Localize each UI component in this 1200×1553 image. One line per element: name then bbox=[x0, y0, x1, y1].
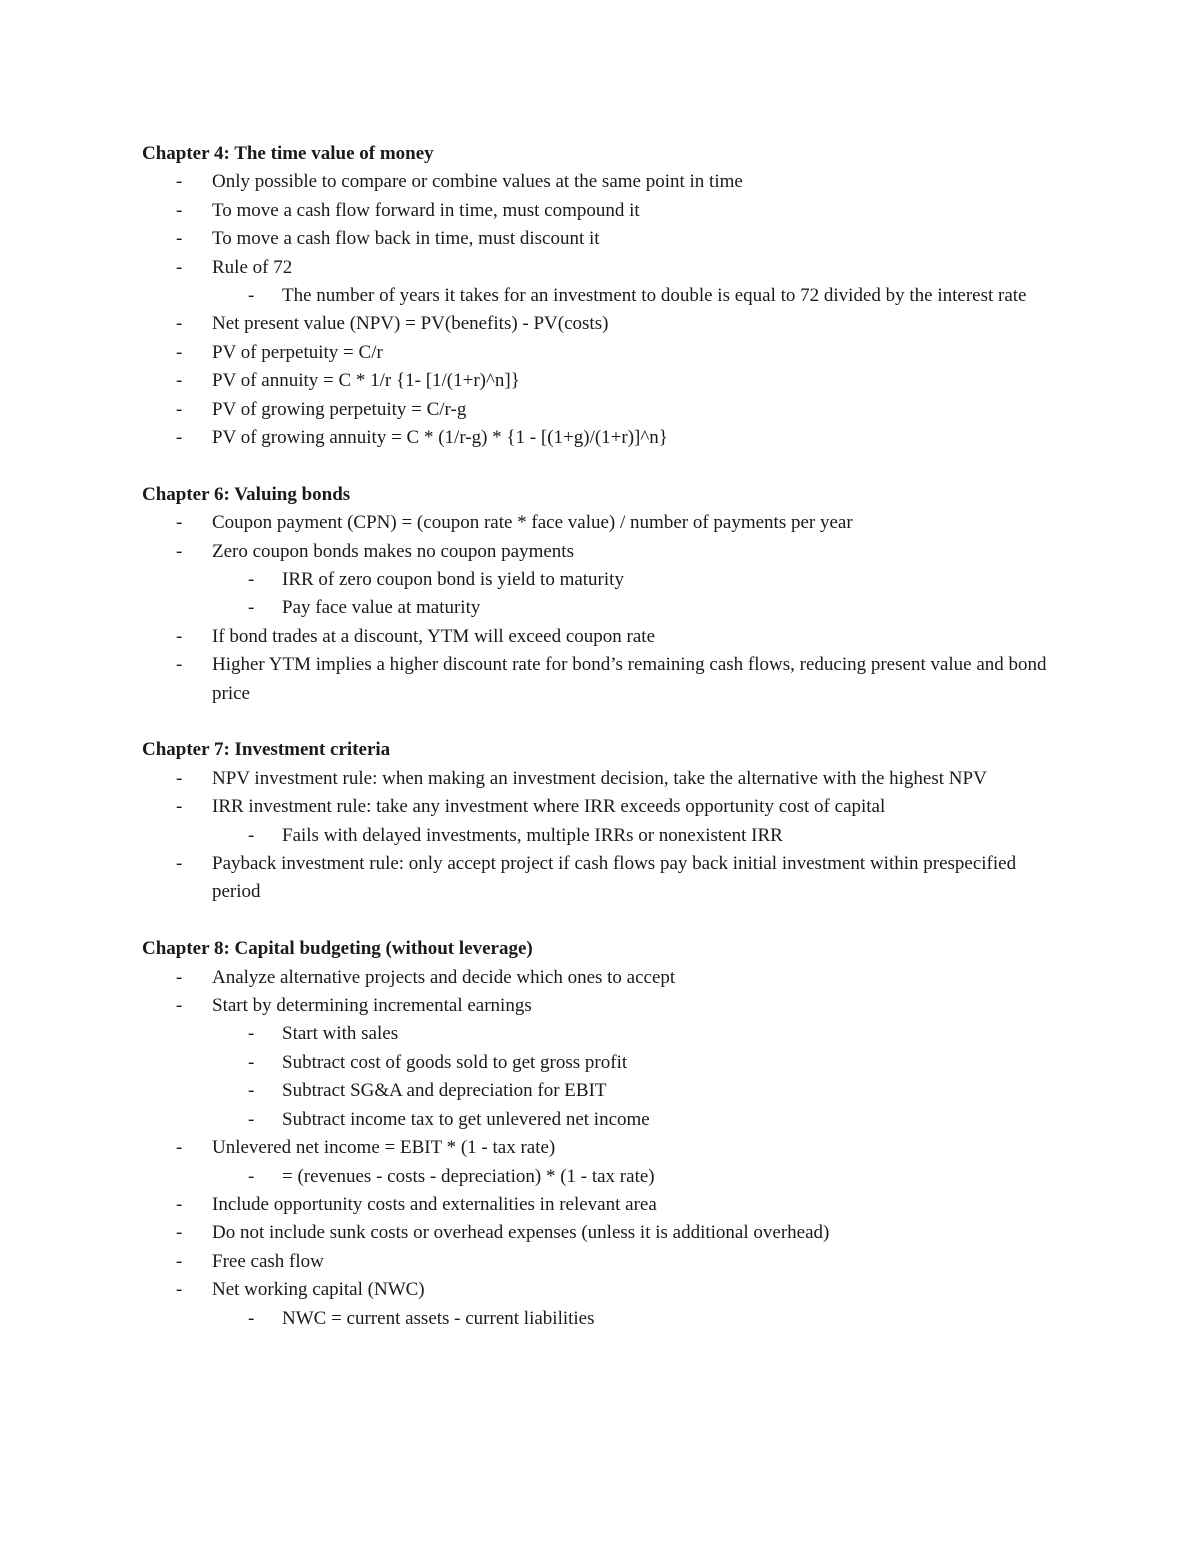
bullet-dash: - bbox=[176, 1250, 183, 1272]
bullet-item bbox=[0, 310, 1200, 338]
bullet-dash: - bbox=[248, 1080, 255, 1102]
bullet-text: Pay face value at maturity bbox=[282, 597, 481, 619]
bullet-text: The number of years it takes for an investment to double is equal to 72 divided by the interest rate bbox=[282, 285, 1027, 307]
bullet-item bbox=[0, 396, 1200, 424]
bullet-text: Net working capital (NWC) bbox=[212, 1279, 425, 1301]
bullet-text: PV of growing annuity = C * (1/r-g) * {1 - [(1+g)/(1+r)]^n} bbox=[212, 427, 668, 449]
bullet-item bbox=[0, 850, 1200, 907]
bullet-text: Net present value (NPV) = PV(benefits) - PV(costs) bbox=[212, 313, 609, 335]
bullet-dash: - bbox=[176, 995, 183, 1017]
bullet-dash: - bbox=[248, 1108, 255, 1130]
bullet-item bbox=[0, 1134, 1200, 1162]
bullet-text: Subtract cost of goods sold to get gross profit bbox=[282, 1051, 628, 1073]
bullet-dash: - bbox=[176, 767, 183, 789]
bullet-text: Zero coupon bonds makes no coupon payments bbox=[212, 540, 574, 562]
bullet-text: Include opportunity costs and externalities in relevant area bbox=[212, 1193, 657, 1215]
bullet-dash: - bbox=[176, 370, 183, 392]
sub-bullet-item bbox=[0, 282, 1200, 310]
sub-bullet-item bbox=[0, 1305, 1200, 1333]
chapter-section bbox=[0, 736, 1200, 906]
bullet-item bbox=[0, 1191, 1200, 1219]
bullet-text: IRR investment rule: take any investment where IRR exceeds opportunity cost of capital bbox=[212, 796, 886, 818]
sub-bullet-item bbox=[0, 1163, 1200, 1191]
bullet-item bbox=[0, 538, 1200, 566]
bullet-item bbox=[0, 168, 1200, 196]
bullet-item bbox=[0, 254, 1200, 282]
bullet-dash: - bbox=[176, 427, 183, 449]
sub-bullet-item bbox=[0, 1049, 1200, 1077]
bullet-dash: - bbox=[176, 1137, 183, 1159]
bullet-dash: - bbox=[176, 171, 183, 193]
bullet-text: Free cash flow bbox=[212, 1250, 324, 1272]
bullet-dash: - bbox=[176, 540, 183, 562]
bullet-text: Start by determining incremental earnings bbox=[212, 995, 532, 1017]
bullet-dash: - bbox=[248, 1165, 255, 1187]
bullet-item bbox=[0, 509, 1200, 537]
bullet-dash: - bbox=[248, 1023, 255, 1045]
bullet-text: NWC = current assets - current liabilities bbox=[282, 1307, 595, 1329]
bullet-text: Rule of 72 bbox=[212, 256, 293, 278]
bullet-item bbox=[0, 623, 1200, 651]
bullet-dash: - bbox=[248, 285, 255, 307]
bullet-dash: - bbox=[176, 853, 183, 875]
document-page bbox=[0, 140, 1200, 1361]
bullet-text: To move a cash flow back in time, must discount it bbox=[212, 228, 600, 250]
bullet-dash: - bbox=[176, 625, 183, 647]
bullet-dash: - bbox=[176, 228, 183, 250]
bullet-text: Only possible to compare or combine values at the same point in time bbox=[212, 171, 743, 193]
bullet-item bbox=[0, 1276, 1200, 1304]
sub-bullet-item bbox=[0, 1020, 1200, 1048]
bullet-dash: - bbox=[176, 398, 183, 420]
bullet-item bbox=[0, 793, 1200, 821]
bullet-text: If bond trades at a discount, YTM will exceed coupon rate bbox=[212, 625, 656, 647]
sub-bullet-item bbox=[0, 822, 1200, 850]
chapter-heading: Chapter 7: Investment criteria bbox=[142, 739, 391, 761]
bullet-text: NPV investment rule: when making an investment decision, take the alternative with the highest NPV bbox=[212, 767, 987, 789]
bullet-item bbox=[0, 1219, 1200, 1247]
bullet-dash: - bbox=[176, 341, 183, 363]
bullet-text: = (revenues - costs - depreciation) * (1 - tax rate) bbox=[282, 1165, 655, 1187]
bullet-dash: - bbox=[176, 796, 183, 818]
bullet-text: Analyze alternative projects and decide which ones to accept bbox=[212, 966, 676, 988]
bullet-list bbox=[0, 168, 1200, 452]
bullet-text: PV of growing perpetuity = C/r-g bbox=[212, 398, 467, 420]
bullet-dash: - bbox=[248, 569, 255, 591]
bullet-dash: - bbox=[176, 654, 183, 676]
bullet-text: PV of annuity = C * 1/r {1- [1/(1+r)^n]} bbox=[212, 370, 520, 392]
bullet-item bbox=[0, 367, 1200, 395]
bullet-text: Payback investment rule: only accept project if cash flows pay back initial investment within prespecified period bbox=[212, 853, 1017, 903]
chapter-section bbox=[0, 481, 1200, 708]
chapter-heading: Chapter 4: The time value of money bbox=[142, 143, 434, 164]
bullet-text: IRR of zero coupon bond is yield to maturity bbox=[282, 569, 624, 591]
bullet-dash: - bbox=[248, 597, 255, 619]
chapter-section bbox=[0, 935, 1200, 1333]
bullet-item bbox=[0, 651, 1200, 708]
bullet-text: Unlevered net income = EBIT * (1 - tax rate) bbox=[212, 1137, 556, 1159]
bullet-dash: - bbox=[248, 1051, 255, 1073]
bullet-item bbox=[0, 424, 1200, 452]
bullet-dash: - bbox=[176, 966, 183, 988]
bullet-dash: - bbox=[176, 1279, 183, 1301]
sub-bullet-item bbox=[0, 594, 1200, 622]
chapter-heading: Chapter 8: Capital budgeting (without leverage) bbox=[142, 938, 533, 960]
bullet-text: To move a cash flow forward in time, must compound it bbox=[212, 199, 640, 221]
bullet-dash: - bbox=[176, 512, 183, 534]
bullet-text: Coupon payment (CPN) = (coupon rate * face value) / number of payments per year bbox=[212, 512, 853, 534]
bullet-text: Fails with delayed investments, multiple IRRs or nonexistent IRR bbox=[282, 824, 783, 846]
bullet-dash: - bbox=[176, 199, 183, 221]
bullet-dash: - bbox=[176, 1222, 183, 1244]
bullet-text: Subtract SG&A and depreciation for EBIT bbox=[282, 1080, 607, 1102]
bullet-list bbox=[0, 964, 1200, 1333]
bullet-item bbox=[0, 225, 1200, 253]
bullet-list bbox=[0, 765, 1200, 907]
bullet-dash: - bbox=[176, 256, 183, 278]
bullet-text: Start with sales bbox=[282, 1023, 399, 1045]
bullet-item bbox=[0, 765, 1200, 793]
bullet-list bbox=[0, 509, 1200, 708]
sub-bullet-item bbox=[0, 566, 1200, 594]
bullet-item bbox=[0, 197, 1200, 225]
bullet-item bbox=[0, 1248, 1200, 1276]
bullet-text: Higher YTM implies a higher discount rate for bond’s remaining cash flows, reducing present value and bond price bbox=[212, 654, 1047, 704]
chapter-heading: Chapter 6: Valuing bonds bbox=[142, 483, 351, 505]
bullet-dash: - bbox=[176, 313, 183, 335]
bullet-text: Do not include sunk costs or overhead expenses (unless it is additional overhead) bbox=[212, 1222, 830, 1244]
bullet-dash: - bbox=[176, 1193, 183, 1215]
chapter-section bbox=[0, 140, 1200, 452]
bullet-item bbox=[0, 339, 1200, 367]
sub-bullet-item bbox=[0, 1077, 1200, 1105]
bullet-text: PV of perpetuity = C/r bbox=[212, 341, 383, 363]
bullet-dash: - bbox=[248, 1307, 255, 1329]
bullet-text: Subtract income tax to get unlevered net income bbox=[282, 1108, 650, 1130]
bullet-item bbox=[0, 992, 1200, 1020]
bullet-item bbox=[0, 964, 1200, 992]
bullet-dash: - bbox=[248, 824, 255, 846]
sub-bullet-item bbox=[0, 1106, 1200, 1134]
